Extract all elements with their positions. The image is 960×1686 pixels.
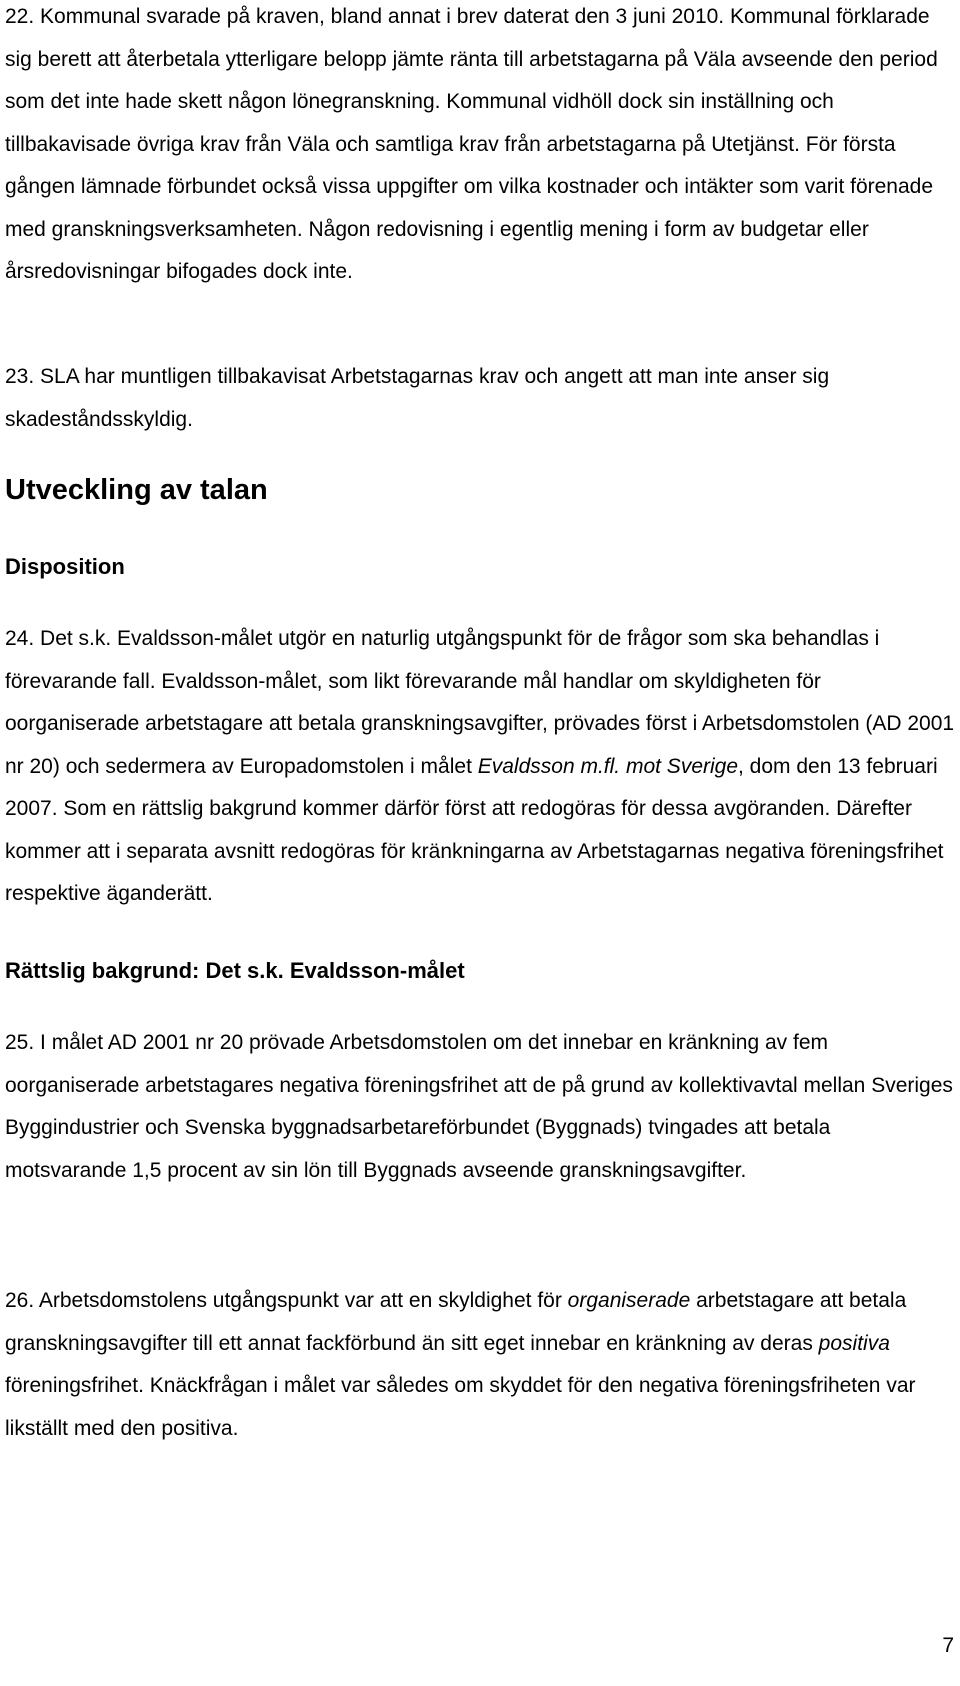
page-number: 7 — [942, 1634, 954, 1657]
paragraph-22: 22. Kommunal svarade på kraven, bland annat i brev daterat den 3 juni 2010. Kommunal förklarade sig berett att återbetala ytterligare belopp jämte ränta till arbetstagarna på Väla avseende den period som det inte hade skett någon lönegranskning. Kommunal vidhöll dock sin inställning och tillbakavisade övriga krav från Väla och samtliga krav från arbetstagarna på Utetjänst. För första gången lämnade förbundet också vissa uppgifter om vilka kostnader och intäkter som varit förenade med granskningsverksamheten. Någon redovisning i egentlig mening i form av budgetar eller årsredovisningar bifogades dock inte. — [5, 5, 938, 283]
paragraph-26-part1: 26. Arbetsdomstolens utgångspunkt var att en skyldighet för — [5, 1289, 568, 1312]
emphasis-organiserade: organiserade — [567, 1289, 691, 1312]
paragraph-24-part1: 24. Det s.k. Evaldsson-målet utgör en naturlig utgångspunkt för de frågor som ska behandlas i förevarande fall. Evaldsson-målet, som likt förevarande mål handlar om skyldigheten för oorganiserade arbetstagare att betala granskningsavgifter, prövades först i Arbetsdomstolen (AD 2001 nr 20) och sedermera av Europadomstolen i målet — [5, 627, 955, 778]
case-name: Evaldsson m.fl. mot Sverige — [477, 754, 739, 778]
paragraph-26-part2: arbetstagare att betala granskningsavgifter till ett annat fackförbund än sitt eget innebar en kränkning av deras — [5, 1289, 907, 1355]
subheading-disposition: Disposition — [5, 554, 125, 579]
emphasis-positiva: positiva — [818, 1331, 890, 1355]
paragraph-24 — [5, 618, 955, 916]
paragraph-25: 25. I målet AD 2001 nr 20 prövade Arbetsdomstolen om det innebar en kränkning av fem oorganiserade arbetstagares negativa föreningsfrihet att de på grund av kollektivavtal mellan Sveriges Byggindustrier och Svenska byggnadsarbetareförbundet (Byggnads) tvingades att betala motsvarande 1,5 procent av sin lön till Byggnads avseende granskningsavgifter. — [5, 1031, 953, 1182]
subheading-rattslig-bakgrund: Rättslig bakgrund: Det s.k. Evaldsson-målet — [5, 958, 465, 983]
section-heading-utveckling: Utveckling av talan — [5, 474, 268, 506]
paragraph-23: 23. SLA har muntligen tillbakavisat Arbetstagarnas krav och angett att man inte anser sig skadeståndsskyldig. — [5, 365, 830, 431]
paragraph-26 — [5, 1280, 955, 1450]
paragraph-26-part3: föreningsfrihet. Knäckfrågan i målet var således om skyddet för den negativa föreningsfriheten var likställt med den positiva. — [5, 1374, 916, 1440]
paragraph-24-part2: , dom den 13 februari 2007. Som en rättslig bakgrund kommer därför först att redogöras för dessa avgöranden. Därefter kommer att i separata avsnitt redogöras för kränkningarna av Arbetstagarnas negativa föreningsfrihet respektive äganderätt. — [5, 754, 944, 905]
